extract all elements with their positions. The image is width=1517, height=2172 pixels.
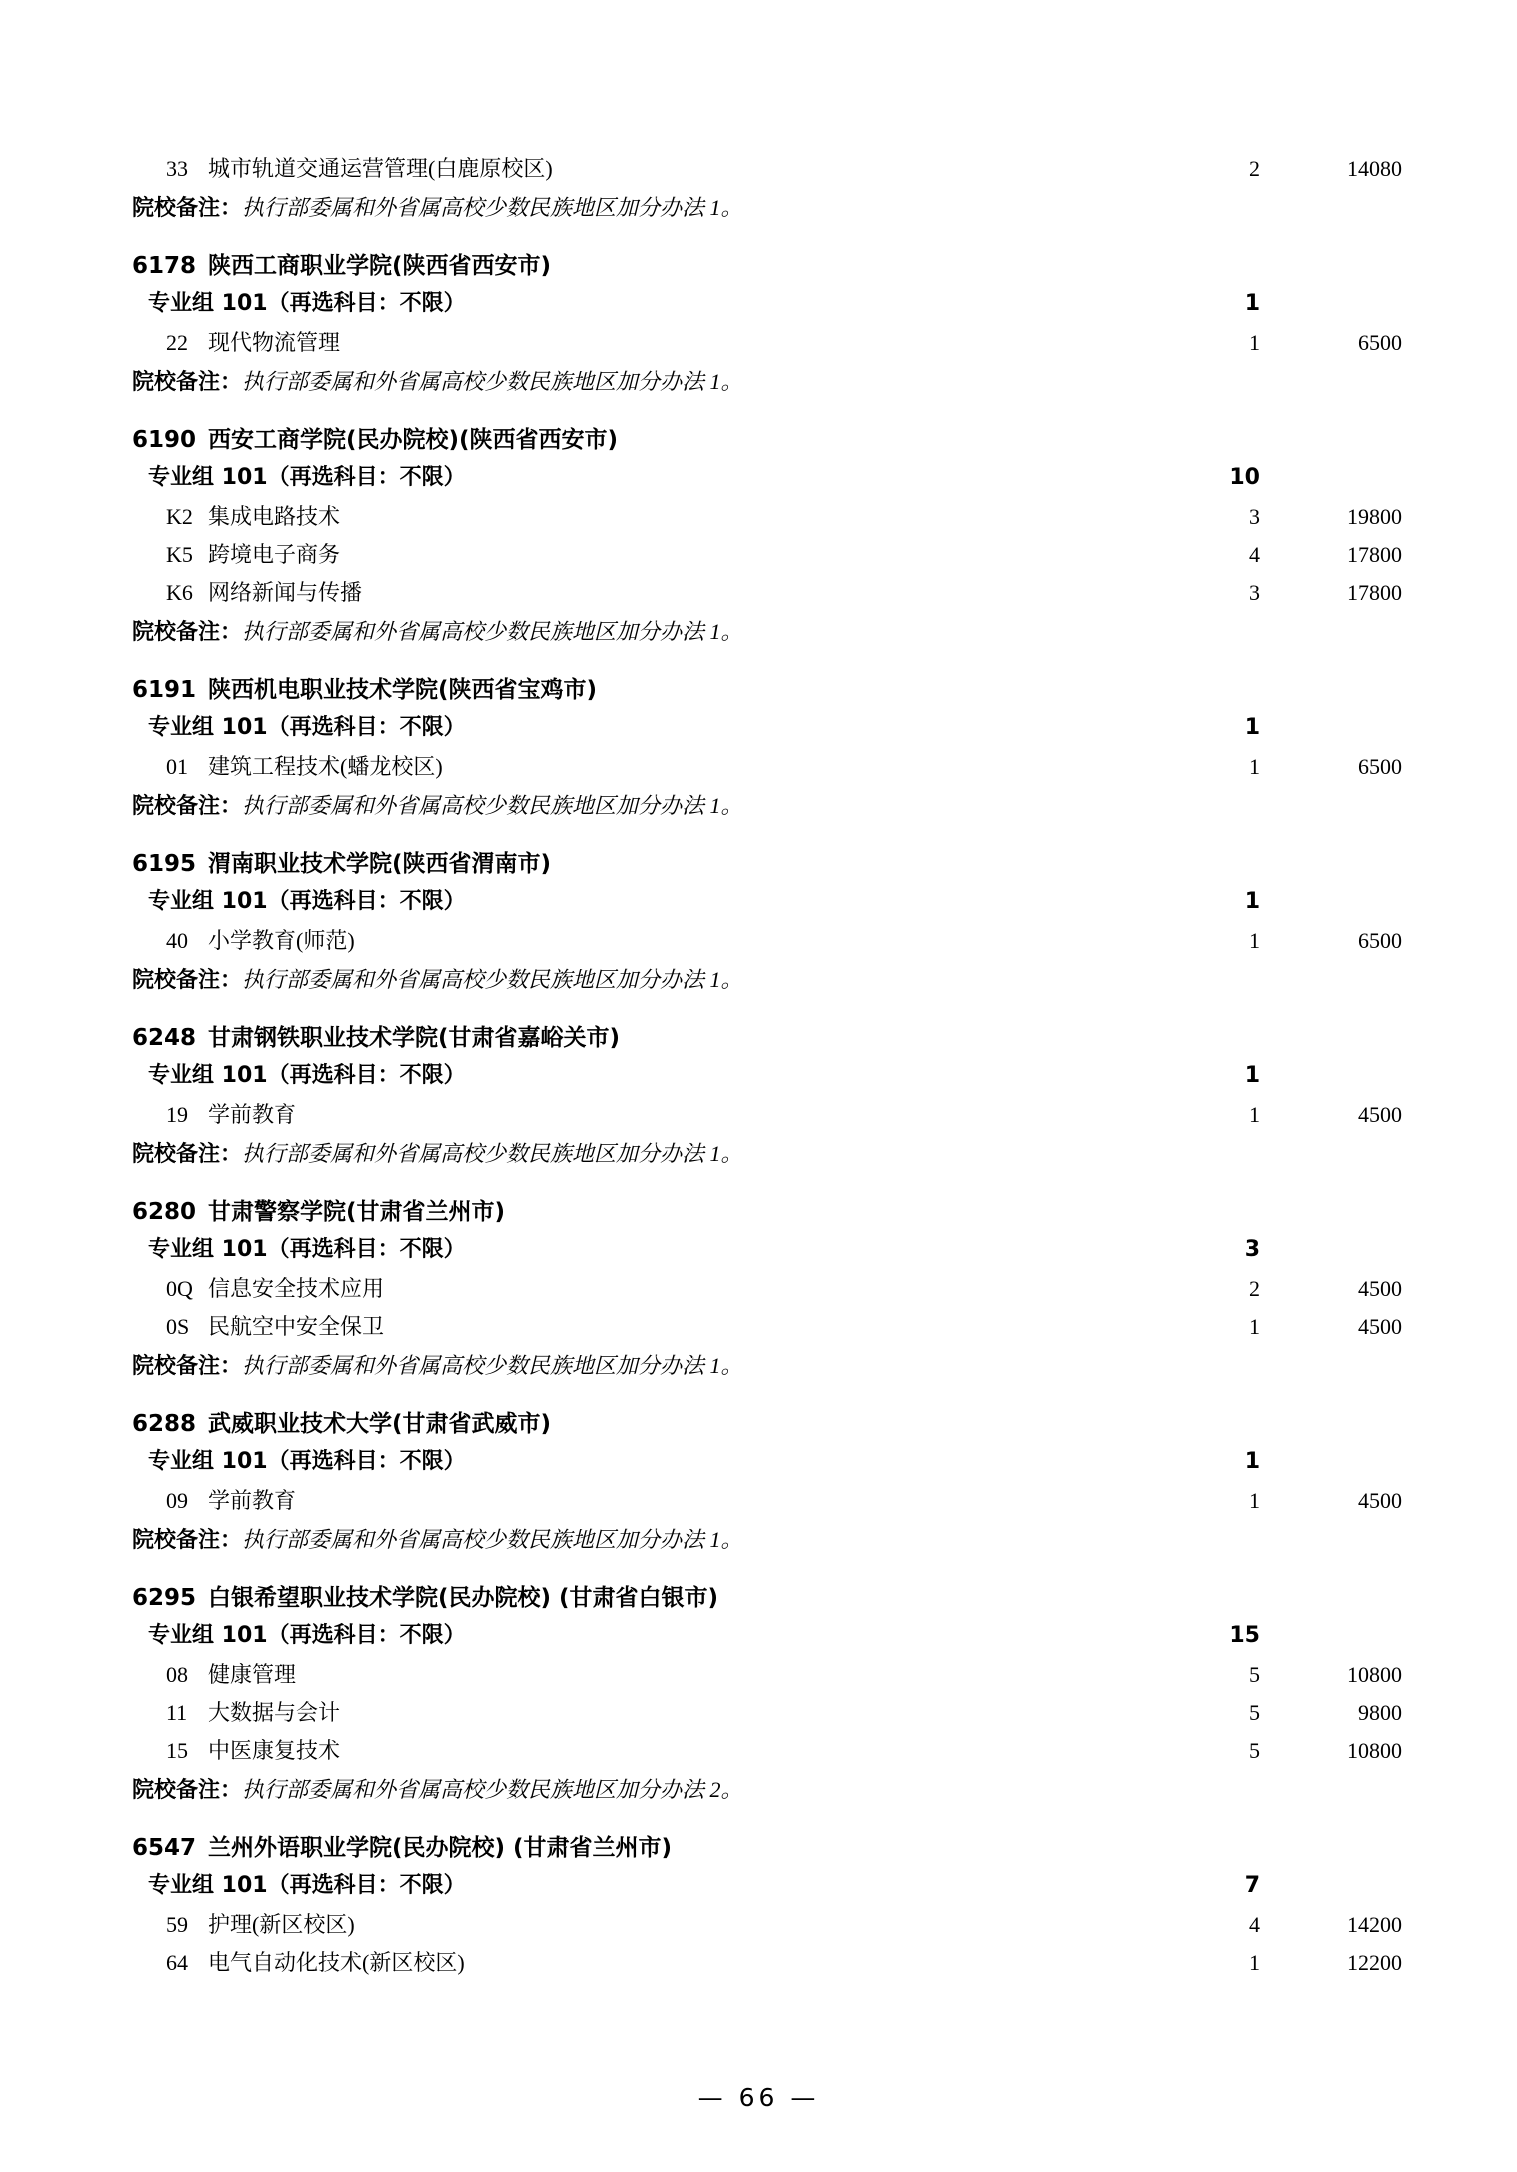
remark-label: 院校备注： xyxy=(132,1142,243,1167)
major-plan-count: 5 xyxy=(1249,1662,1260,1687)
major-code: 0Q xyxy=(166,1276,193,1301)
major-tuition-fee: 14080 xyxy=(1347,156,1402,181)
major-code: K2 xyxy=(166,504,193,529)
major-group-total: 1 xyxy=(1244,291,1260,316)
remark-label: 院校备注： xyxy=(132,196,243,221)
major-code: K5 xyxy=(166,542,193,567)
major-group-row xyxy=(132,708,1402,748)
school-name: 陕西工商职业学院(陕西省西安市) xyxy=(208,253,552,279)
major-tuition-fee: 6500 xyxy=(1358,330,1402,355)
major-plan-count: 3 xyxy=(1249,580,1260,605)
major-label xyxy=(132,1096,296,1134)
school-title-row xyxy=(132,1404,1402,1442)
major-row xyxy=(132,1732,1402,1770)
school-title-row xyxy=(132,670,1402,708)
school-title xyxy=(132,420,618,460)
school-code: 6178 xyxy=(132,253,197,279)
school-block xyxy=(132,420,1402,652)
major-label xyxy=(132,574,362,612)
major-group-label: 专业组 101（再选科目：不限） xyxy=(148,1449,466,1474)
major-plan-count: 1 xyxy=(1249,1950,1260,1975)
major-tuition-fee: 4500 xyxy=(1358,1314,1402,1339)
major-group-row xyxy=(132,284,1402,324)
school-name: 白银希望职业技术学院(民办院校) (甘肃省白银市) xyxy=(208,1585,719,1611)
school-name: 陕西机电职业技术学院(陕西省宝鸡市) xyxy=(208,677,598,703)
major-row xyxy=(132,1482,1402,1520)
major-name: 学前教育 xyxy=(208,1102,297,1127)
school-title-row xyxy=(132,1578,1402,1616)
school-block xyxy=(132,670,1402,826)
remark-text xyxy=(132,612,743,653)
school-title-row xyxy=(132,246,1402,284)
school-remark-row xyxy=(132,362,1402,402)
major-group-row xyxy=(132,1056,1402,1096)
school-block xyxy=(132,1018,1402,1174)
major-group-row xyxy=(132,1866,1402,1906)
remark-text xyxy=(132,1346,743,1387)
major-label xyxy=(132,1906,355,1944)
remark-value: 执行部委属和外省属高校少数民族地区加分办法 1。 xyxy=(242,1527,743,1552)
major-plan-count: 4 xyxy=(1249,542,1260,567)
school-title-row xyxy=(132,1018,1402,1056)
major-tuition-fee: 19800 xyxy=(1347,504,1402,529)
major-tuition-fee: 6500 xyxy=(1358,754,1402,779)
school-name: 兰州外语职业学院(民办院校) (甘肃省兰州市) xyxy=(208,1835,673,1861)
school-title xyxy=(132,1192,505,1232)
school-code: 6248 xyxy=(132,1025,197,1051)
page-number: 66 xyxy=(738,2083,779,2112)
major-plan-count: 1 xyxy=(1249,1102,1260,1127)
remark-label: 院校备注： xyxy=(132,1778,243,1803)
school-block xyxy=(132,1578,1402,1810)
remark-value: 执行部委属和外省属高校少数民族地区加分办法 1。 xyxy=(242,369,743,394)
major-plan-count: 1 xyxy=(1249,330,1260,355)
major-row xyxy=(132,1096,1402,1134)
major-name: 小学教育(师范) xyxy=(208,928,355,953)
remark-text xyxy=(132,362,743,403)
major-label xyxy=(132,324,340,362)
school-title xyxy=(132,844,551,884)
remark-text xyxy=(132,1770,743,1811)
major-code: 19 xyxy=(166,1102,188,1127)
major-row xyxy=(132,1694,1402,1732)
major-plan-count: 2 xyxy=(1249,156,1260,181)
school-title xyxy=(132,1404,551,1444)
major-plan-count: 1 xyxy=(1249,928,1260,953)
school-title xyxy=(132,1018,620,1058)
remark-value: 执行部委属和外省属高校少数民族地区加分办法 2。 xyxy=(242,1777,743,1802)
school-name: 甘肃警察学院(甘肃省兰州市) xyxy=(208,1199,506,1225)
major-label xyxy=(132,1482,296,1520)
remark-value: 执行部委属和外省属高校少数民族地区加分办法 1。 xyxy=(242,1141,743,1166)
major-code: K6 xyxy=(166,580,193,605)
major-plan-count: 5 xyxy=(1249,1700,1260,1725)
major-group-total: 1 xyxy=(1244,1063,1260,1088)
major-group-total: 1 xyxy=(1244,1449,1260,1474)
major-name: 城市轨道交通运营管理(白鹿原校区) xyxy=(208,156,553,181)
major-group-row xyxy=(132,1230,1402,1270)
school-remark-row xyxy=(132,960,1402,1000)
major-row xyxy=(132,498,1402,536)
major-row xyxy=(132,574,1402,612)
school-block xyxy=(132,844,1402,1000)
remark-value: 执行部委属和外省属高校少数民族地区加分办法 1。 xyxy=(242,195,743,220)
major-group-label: 专业组 101（再选科目：不限） xyxy=(148,1063,466,1088)
major-group-label: 专业组 101（再选科目：不限） xyxy=(148,1873,466,1898)
school-name: 西安工商学院(民办院校)(陕西省西安市) xyxy=(208,427,619,453)
remark-text xyxy=(132,960,743,1001)
major-tuition-fee: 10800 xyxy=(1347,1662,1402,1687)
school-code: 6190 xyxy=(132,427,197,453)
major-tuition-fee: 4500 xyxy=(1358,1276,1402,1301)
major-group-label: 专业组 101（再选科目：不限） xyxy=(148,291,466,316)
remark-value: 执行部委属和外省属高校少数民族地区加分办法 1。 xyxy=(242,619,743,644)
major-row xyxy=(132,922,1402,960)
school-title xyxy=(132,670,597,710)
major-plan-count: 1 xyxy=(1249,754,1260,779)
major-row xyxy=(132,1656,1402,1694)
school-remark-row xyxy=(132,786,1402,826)
school-name: 武威职业技术大学(甘肃省武威市) xyxy=(208,1411,552,1437)
footer-dash-right: — xyxy=(790,2083,820,2112)
major-group-row xyxy=(132,458,1402,498)
major-group-total: 10 xyxy=(1229,465,1260,490)
school-code: 6295 xyxy=(132,1585,197,1611)
major-group-row xyxy=(132,1442,1402,1482)
major-group-label: 专业组 101（再选科目：不限） xyxy=(148,715,466,740)
major-plan-count: 4 xyxy=(1249,1912,1260,1937)
school-code: 6288 xyxy=(132,1411,197,1437)
major-group-total: 7 xyxy=(1244,1873,1260,1898)
remark-text xyxy=(132,786,743,827)
remark-value: 执行部委属和外省属高校少数民族地区加分办法 1。 xyxy=(242,1353,743,1378)
major-label xyxy=(132,748,443,786)
major-tuition-fee: 4500 xyxy=(1358,1102,1402,1127)
major-row xyxy=(132,1944,1402,1982)
major-plan-count: 3 xyxy=(1249,504,1260,529)
major-group-total: 3 xyxy=(1244,1237,1260,1262)
school-title xyxy=(132,246,551,286)
major-row xyxy=(132,324,1402,362)
major-label xyxy=(132,1944,465,1982)
major-label xyxy=(132,498,340,536)
remark-label: 院校备注： xyxy=(132,1528,243,1553)
major-name: 网络新闻与传播 xyxy=(208,580,363,605)
major-tuition-fee: 14200 xyxy=(1347,1912,1402,1937)
school-block xyxy=(132,1828,1402,1982)
school-remark-row xyxy=(132,612,1402,652)
major-code: 64 xyxy=(166,1950,188,1975)
remark-text xyxy=(132,1134,743,1175)
major-name: 大数据与会计 xyxy=(208,1700,341,1725)
major-group-label: 专业组 101（再选科目：不限） xyxy=(148,465,466,490)
major-tuition-fee: 17800 xyxy=(1347,580,1402,605)
major-group-row xyxy=(132,1616,1402,1656)
remark-text xyxy=(132,188,743,229)
major-tuition-fee: 12200 xyxy=(1347,1950,1402,1975)
school-block xyxy=(132,246,1402,402)
major-code: 09 xyxy=(166,1488,188,1513)
major-group-total: 1 xyxy=(1244,889,1260,914)
major-group-row xyxy=(132,882,1402,922)
major-plan-count: 1 xyxy=(1249,1488,1260,1513)
school-name: 甘肃钢铁职业技术学院(甘肃省嘉峪关市) xyxy=(208,1025,621,1051)
remark-label: 院校备注： xyxy=(132,794,243,819)
school-title-row xyxy=(132,1828,1402,1866)
school-block xyxy=(132,1404,1402,1560)
school-block xyxy=(132,1192,1402,1386)
school-code: 6280 xyxy=(132,1199,197,1225)
major-row xyxy=(132,1906,1402,1944)
remark-label: 院校备注： xyxy=(132,1354,243,1379)
major-row xyxy=(132,1270,1402,1308)
major-group-total: 1 xyxy=(1244,715,1260,740)
major-tuition-fee: 6500 xyxy=(1358,928,1402,953)
remark-value: 执行部委属和外省属高校少数民族地区加分办法 1。 xyxy=(242,967,743,992)
major-plan-count: 2 xyxy=(1249,1276,1260,1301)
school-code: 6195 xyxy=(132,851,197,877)
major-name: 集成电路技术 xyxy=(208,504,341,529)
school-title xyxy=(132,1828,672,1868)
remark-text xyxy=(132,1520,743,1561)
remark-label: 院校备注： xyxy=(132,370,243,395)
major-label xyxy=(132,1694,340,1732)
school-name: 渭南职业技术学院(陕西省渭南市) xyxy=(208,851,552,877)
major-name: 现代物流管理 xyxy=(208,330,341,355)
major-code: 11 xyxy=(166,1700,188,1725)
continued-block xyxy=(132,150,1402,228)
school-title xyxy=(132,1578,718,1618)
major-tuition-fee: 4500 xyxy=(1358,1488,1402,1513)
major-group-label: 专业组 101（再选科目：不限） xyxy=(148,1237,466,1262)
major-code: 08 xyxy=(166,1662,188,1687)
major-code: 33 xyxy=(166,156,188,181)
major-plan-count: 1 xyxy=(1249,1314,1260,1339)
major-group-label: 专业组 101（再选科目：不限） xyxy=(148,1623,466,1648)
school-code: 6191 xyxy=(132,677,197,703)
major-label xyxy=(132,1656,296,1694)
major-label xyxy=(132,1732,340,1770)
school-remark-row xyxy=(132,1134,1402,1174)
major-plan-count: 5 xyxy=(1249,1738,1260,1763)
school-title-row xyxy=(132,844,1402,882)
major-code: 15 xyxy=(166,1738,188,1763)
major-name: 电气自动化技术(新区校区) xyxy=(208,1950,465,1975)
page-footer xyxy=(0,2083,1517,2112)
major-label xyxy=(132,150,553,188)
major-code: 59 xyxy=(166,1912,188,1937)
major-name: 信息安全技术应用 xyxy=(208,1276,385,1301)
major-group-total: 15 xyxy=(1229,1623,1260,1648)
remark-value: 执行部委属和外省属高校少数民族地区加分办法 1。 xyxy=(242,793,743,818)
major-name: 健康管理 xyxy=(208,1662,297,1687)
footer-dash-left: — xyxy=(697,2083,727,2112)
major-label xyxy=(132,1308,384,1346)
major-tuition-fee: 10800 xyxy=(1347,1738,1402,1763)
major-row xyxy=(132,1308,1402,1346)
major-group-label: 专业组 101（再选科目：不限） xyxy=(148,889,466,914)
major-tuition-fee: 9800 xyxy=(1358,1700,1402,1725)
major-row xyxy=(132,150,1402,188)
school-remark-row xyxy=(132,1770,1402,1810)
major-row xyxy=(132,748,1402,786)
major-name: 民航空中安全保卫 xyxy=(208,1314,385,1339)
major-label xyxy=(132,922,355,960)
school-remark-row xyxy=(132,188,1402,228)
major-row xyxy=(132,536,1402,574)
school-code: 6547 xyxy=(132,1835,197,1861)
major-code: 40 xyxy=(166,928,188,953)
major-name: 学前教育 xyxy=(208,1488,297,1513)
school-remark-row xyxy=(132,1520,1402,1560)
major-code: 01 xyxy=(166,754,188,779)
remark-label: 院校备注： xyxy=(132,620,243,645)
school-title-row xyxy=(132,1192,1402,1230)
school-remark-row xyxy=(132,1346,1402,1386)
major-tuition-fee: 17800 xyxy=(1347,542,1402,567)
major-label xyxy=(132,536,340,574)
major-name: 中医康复技术 xyxy=(208,1738,341,1763)
major-name: 跨境电子商务 xyxy=(208,542,341,567)
plan-listing xyxy=(132,150,1402,1982)
school-title-row xyxy=(132,420,1402,458)
major-name: 护理(新区校区) xyxy=(208,1912,355,1937)
major-code: 0S xyxy=(166,1314,190,1339)
major-code: 22 xyxy=(166,330,188,355)
major-label xyxy=(132,1270,384,1308)
remark-label: 院校备注： xyxy=(132,968,243,993)
major-name: 建筑工程技术(蟠龙校区) xyxy=(208,754,443,779)
